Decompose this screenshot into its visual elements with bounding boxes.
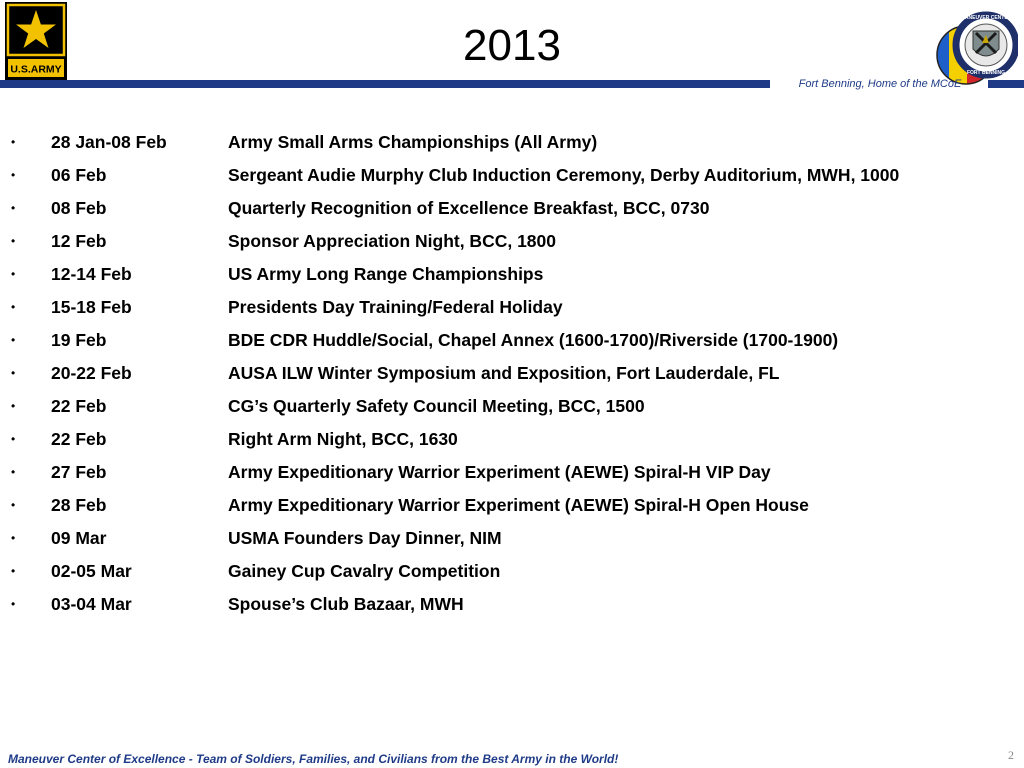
bullet-icon: • xyxy=(11,300,16,314)
header-bar-right xyxy=(988,80,1024,88)
list-item xyxy=(0,126,1024,159)
mcoe-seal xyxy=(928,9,1018,85)
list-item xyxy=(0,456,1024,489)
bullet-icon: • xyxy=(11,432,16,446)
army-logo-text: U.S.ARMY xyxy=(10,63,62,76)
list-item xyxy=(0,291,1024,324)
list-item xyxy=(0,192,1024,225)
seal-text-bottom: FORT BENNING xyxy=(966,70,1006,76)
event-description: BDE CDR Huddle/Social, Chapel Annex (1600-1700)/Riverside (1700-1900) xyxy=(228,330,839,350)
event-date: 27 Feb xyxy=(51,462,107,482)
event-date: 15-18 Feb xyxy=(51,297,132,317)
event-description: Quarterly Recognition of Excellence Breakfast, BCC, 0730 xyxy=(228,198,710,218)
event-date: 28 Jan-08 Feb xyxy=(51,132,167,152)
list-item xyxy=(0,423,1024,456)
bullet-icon: • xyxy=(11,333,16,347)
list-item xyxy=(0,225,1024,258)
bullet-icon: • xyxy=(11,465,16,479)
event-date: 08 Feb xyxy=(51,198,107,218)
header-bar-left xyxy=(0,80,770,88)
event-description: Right Arm Night, BCC, 1630 xyxy=(228,429,458,449)
list-item xyxy=(0,159,1024,192)
bullet-icon: • xyxy=(11,234,16,248)
bullet-icon: • xyxy=(11,168,16,182)
bullet-icon: • xyxy=(11,135,16,149)
list-item xyxy=(0,258,1024,291)
list-item xyxy=(0,522,1024,555)
bullet-icon: • xyxy=(11,366,16,380)
list-item xyxy=(0,555,1024,588)
event-description: Presidents Day Training/Federal Holiday xyxy=(228,297,563,317)
bullet-icon: • xyxy=(11,531,16,545)
bullet-icon: • xyxy=(11,597,16,611)
event-description: USMA Founders Day Dinner, NIM xyxy=(228,528,502,548)
event-date: 02-05 Mar xyxy=(51,561,132,581)
event-list xyxy=(0,126,1024,621)
list-item xyxy=(0,357,1024,390)
event-date: 28 Feb xyxy=(51,495,107,515)
bullet-icon: • xyxy=(11,267,16,281)
mcoe-seal-icon xyxy=(928,9,1018,85)
event-date: 12 Feb xyxy=(51,231,107,251)
event-description: Gainey Cup Cavalry Competition xyxy=(228,561,501,581)
footer-text: Maneuver Center of Excellence - Team of Soldiers, Families, and Civilians from the Best Army in the World! xyxy=(8,752,619,766)
seal-text-top: MANEUVER CENTER xyxy=(960,15,1012,21)
event-description: US Army Long Range Championships xyxy=(228,264,544,284)
event-date: 06 Feb xyxy=(51,165,107,185)
event-description: Spouse’s Club Bazaar, MWH xyxy=(228,594,464,614)
list-item xyxy=(0,324,1024,357)
list-item xyxy=(0,588,1024,621)
event-date: 09 Mar xyxy=(51,528,107,548)
event-date: 22 Feb xyxy=(51,429,107,449)
page-number: 2 xyxy=(1008,748,1014,762)
event-description: Army Expeditionary Warrior Experiment (AEWE) Spiral-H Open House xyxy=(228,495,809,515)
slide-title: 2013 xyxy=(463,21,561,70)
event-description: Army Small Arms Championships (All Army) xyxy=(228,132,598,152)
event-date: 12-14 Feb xyxy=(51,264,132,284)
event-description: Army Expeditionary Warrior Experiment (AEWE) Spiral-H VIP Day xyxy=(228,462,771,482)
event-date: 19 Feb xyxy=(51,330,107,350)
bullet-icon: • xyxy=(11,201,16,215)
event-description: Sergeant Audie Murphy Club Induction Ceremony, Derby Auditorium, MWH, 1000 xyxy=(228,165,900,185)
bullet-icon: • xyxy=(11,399,16,413)
bullet-icon: • xyxy=(11,498,16,512)
event-description: Sponsor Appreciation Night, BCC, 1800 xyxy=(228,231,557,251)
event-description: CG’s Quarterly Safety Council Meeting, BCC, 1500 xyxy=(228,396,645,416)
event-description: AUSA ILW Winter Symposium and Exposition, Fort Lauderdale, FL xyxy=(228,363,780,383)
event-date: 22 Feb xyxy=(51,396,107,416)
list-item xyxy=(0,489,1024,522)
list-item xyxy=(0,390,1024,423)
header-tagline: Fort Benning, Home of the MCoE xyxy=(798,78,962,90)
event-date: 03-04 Mar xyxy=(51,594,132,614)
event-date: 20-22 Feb xyxy=(51,363,132,383)
bullet-icon: • xyxy=(11,564,16,578)
